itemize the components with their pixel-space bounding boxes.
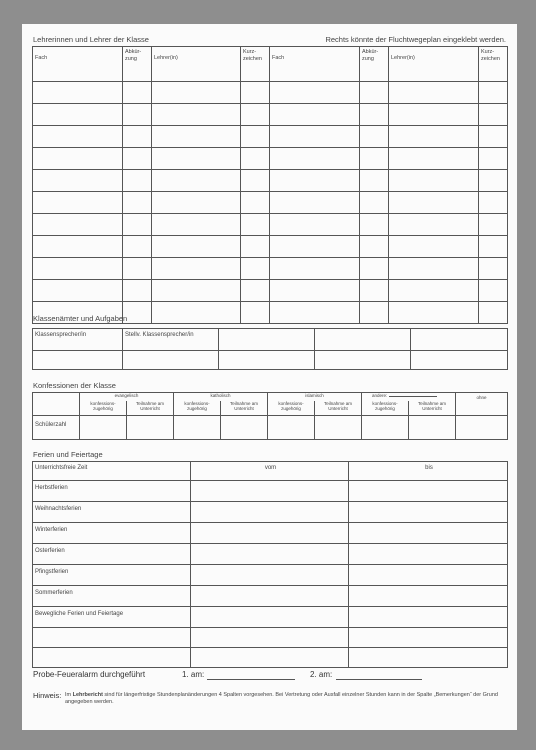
spokesperson-label: Klassensprecher/in	[33, 329, 123, 351]
hint-text-post: sind für längerfristige Stundenplanänderungen 4 Spalten vorgesehen. Bei Vertretung oder Ausfall einzelner Stunden kann in der Spalte „Bemerkungen“ der Grund angegeben werden.	[65, 692, 498, 705]
hint-text-bold: Lehrbericht	[72, 692, 103, 698]
holidays-title: Ferien und Feiertage	[33, 450, 103, 459]
header-initials: Kurz- zeichen	[241, 47, 270, 82]
count-cell[interactable]	[221, 416, 268, 440]
fire-drill-first-line[interactable]	[207, 679, 295, 680]
catholic-member: konfessions- zugehörig	[174, 401, 221, 416]
header-teacher-2: Lehrer(in)	[389, 47, 479, 82]
islamic-attend: Teilnahme am Unterricht	[315, 401, 362, 416]
deputy-spokesperson-label: Stellv. Klassensprecher/in	[123, 329, 219, 351]
date-cell[interactable]	[349, 607, 508, 628]
protestant-member: konfessions- zugehörig	[80, 401, 127, 416]
denominations-corner	[33, 393, 80, 416]
hint-label: Hinweis:	[33, 691, 62, 700]
date-cell[interactable]	[349, 481, 508, 502]
other-member: konfessions- zugehörig	[362, 401, 409, 416]
office-cell[interactable]	[123, 351, 219, 370]
table-row[interactable]	[33, 236, 508, 258]
table-row[interactable]	[33, 104, 508, 126]
group-other-line[interactable]	[389, 396, 437, 397]
date-cell[interactable]	[191, 607, 349, 628]
date-cell[interactable]	[191, 502, 349, 523]
group-other	[362, 393, 456, 402]
date-cell[interactable]	[191, 565, 349, 586]
table-row[interactable]	[33, 280, 508, 302]
holiday-blank[interactable]	[33, 648, 191, 668]
group-none: ohne	[456, 393, 508, 416]
date-cell[interactable]	[191, 628, 349, 648]
teachers-title: Lehrerinnen und Lehrer der Klasse	[33, 35, 149, 44]
office-cell[interactable]	[411, 329, 508, 351]
date-cell[interactable]	[349, 565, 508, 586]
office-cell[interactable]	[219, 351, 315, 370]
holiday-autumn: Herbstferien	[33, 481, 191, 502]
offices-title: Klassenämter und Aufgaben	[33, 314, 128, 323]
date-cell[interactable]	[191, 648, 349, 668]
table-row[interactable]	[33, 214, 508, 236]
count-cell[interactable]	[268, 416, 315, 440]
teachers-table	[32, 46, 508, 324]
holiday-whitsun: Pfingstferien	[33, 565, 191, 586]
table-row[interactable]	[33, 258, 508, 280]
office-cell[interactable]	[315, 351, 411, 370]
holiday-winter: Winterferien	[33, 523, 191, 544]
group-other-label: andere:	[372, 393, 388, 398]
holiday-summer: Sommerferien	[33, 586, 191, 607]
table-row[interactable]	[33, 126, 508, 148]
date-cell[interactable]	[349, 523, 508, 544]
date-cell[interactable]	[191, 544, 349, 565]
student-count-label: Schülerzahl	[33, 416, 80, 440]
form-sheet	[22, 24, 517, 730]
islamic-member: konfessions- zugehörig	[268, 401, 315, 416]
fire-drill-second-line[interactable]	[336, 679, 422, 680]
table-row[interactable]	[33, 192, 508, 214]
header-initials-2: Kurz- zeichen	[479, 47, 508, 82]
header-to: bis	[349, 462, 508, 481]
header-abbreviation-2: Abkür- zung	[360, 47, 389, 82]
count-cell[interactable]	[80, 416, 127, 440]
office-cell[interactable]	[315, 329, 411, 351]
header-subject: Fach	[33, 47, 123, 82]
hint-text	[65, 692, 507, 706]
escape-plan-note: Rechts könnte der Fluchtwegeplan eingeklebt werden.	[325, 35, 506, 44]
teachers-header-row	[33, 47, 508, 82]
date-cell[interactable]	[349, 648, 508, 668]
holiday-christmas: Weihnachtsferien	[33, 502, 191, 523]
date-cell[interactable]	[191, 586, 349, 607]
group-protestant: evangelisch	[80, 393, 174, 402]
holiday-easter: Osterferien	[33, 544, 191, 565]
date-cell[interactable]	[349, 586, 508, 607]
group-catholic: katholisch	[174, 393, 268, 402]
count-cell[interactable]	[127, 416, 174, 440]
count-cell[interactable]	[174, 416, 221, 440]
group-islamic: islamisch	[268, 393, 362, 402]
office-cell[interactable]	[411, 351, 508, 370]
holiday-blank[interactable]	[33, 628, 191, 648]
count-cell[interactable]	[409, 416, 456, 440]
header-teacher: Lehrer(in)	[152, 47, 241, 82]
holiday-movable: Bewegliche Ferien und Feiertage	[33, 607, 191, 628]
date-cell[interactable]	[349, 544, 508, 565]
hint-text-pre: Im	[65, 692, 73, 698]
table-row[interactable]	[33, 82, 508, 104]
protestant-attend: Teilnahme am Unterricht	[127, 401, 174, 416]
offices-table	[32, 328, 508, 370]
count-cell[interactable]	[456, 416, 508, 440]
denominations-table	[32, 392, 508, 440]
fire-drill-second-label: 2. am:	[310, 670, 333, 679]
holidays-table	[32, 461, 508, 668]
office-cell[interactable]	[33, 351, 123, 370]
date-cell[interactable]	[191, 481, 349, 502]
table-row[interactable]	[33, 148, 508, 170]
header-subject-2: Fach	[270, 47, 360, 82]
header-period: Unterrichtsfreie Zeit	[33, 462, 191, 481]
fire-drill-first-label: 1. am:	[182, 670, 205, 679]
fire-drill-label: Probe-Feueralarm durchgeführt	[33, 670, 146, 679]
count-cell[interactable]	[362, 416, 409, 440]
date-cell[interactable]	[349, 628, 508, 648]
date-cell[interactable]	[349, 502, 508, 523]
header-abbreviation: Abkür- zung	[123, 47, 152, 82]
catholic-attend: Teilnahme am Unterricht	[221, 401, 268, 416]
denominations-title: Konfessionen der Klasse	[33, 381, 116, 390]
other-attend: Teilnahme am Unterricht	[409, 401, 456, 416]
date-cell[interactable]	[191, 523, 349, 544]
table-row[interactable]	[33, 170, 508, 192]
count-cell[interactable]	[315, 416, 362, 440]
office-cell[interactable]	[219, 329, 315, 351]
header-from: vom	[191, 462, 349, 481]
